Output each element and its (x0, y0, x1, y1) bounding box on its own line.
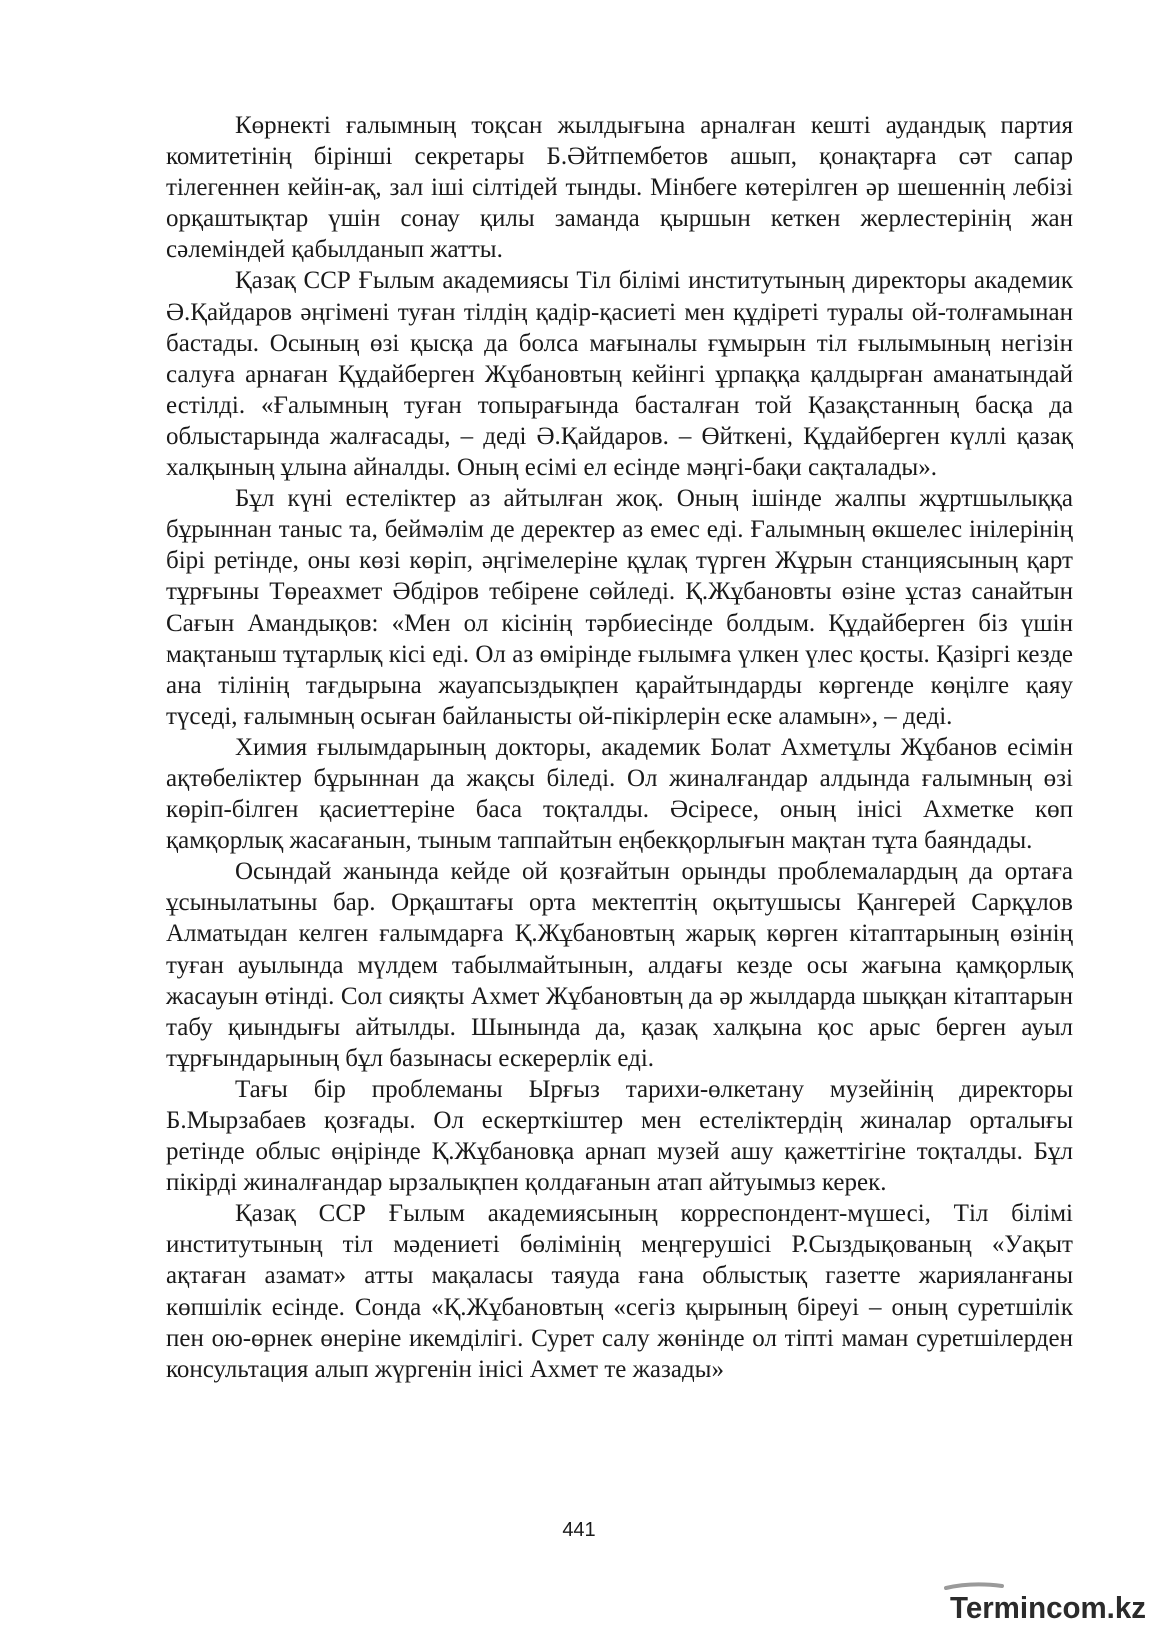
paragraph: Бұл күні естеліктер аз айтылған жоқ. Оның ішінде жалпы жұртшылыққа бұрыннан таныс та, беймәлім де деректер аз емес еді. Ғалымның өкшелес інілерінің бірі ретінде, оны көзі көріп, әңгімелеріне құлақ түрген Жұрын станциясының қарт тұрғыны Төреахмет Әбдіров тебірене сөйледі. Қ.Жұбановты өзіне ұстаз санайтын Сағын Амандықов: «Мен ол кісінің тәрбиесінде болдым. Құдайберген біз үшін мақтаныш тұтарлық кісі еді. Ол аз өмірінде ғылымға үлкен үлес қосты. Қазіргі кезде ана тілінің тағдырына жауапсыздықпен қарайтындарды көргенде көңілге қаяу түседі, ғалымның осыған байланысты ой-пікірлерін еске аламын», – деді. (166, 485, 1073, 730)
page-number: 441 (562, 1519, 596, 1541)
paragraph: Қазақ ССР Ғылым академиясының корреспондент-мүшесі, Тіл білімі институтының тіл мәдениеті бөлімінің меңгерушісі Р.Сыздықованың «Уақыт ақтаған азамат» атты мақаласы таяуда ғана облыстық газетте жарияланғаны көпшілік есінде. Сонда «Қ.Жұбановтың «сегіз қырының біреуі – оның суретшілік пен ою-өрнек өнеріне икемділігі. Сурет салу жөнінде ол тіпті маман суретшілерден консультация алып жүргенін інісі Ахмет те жазады» (166, 1200, 1073, 1383)
paragraph: Тағы бір проблеманы Ырғыз тарихи-өлкетану музейінің директоры Б.Мырзабаев қозғады. Ол ескерткіштер мен естеліктердің жиналар орталығы ретінде облыс өңірінде Қ.Жұбановқа арнап музей ашу қажеттігіне тоқталды. Бұл пікірді жиналғандар ырзалықпен қолдағанын атап айтуымыз керек. (166, 1075, 1073, 1197)
paragraph: Осындай жанында кейде ой қозғайтын орынды проблемалардың да ортаға ұсынылатыны бар. Орқаштағы орта мектептің оқытушысы Қангерей Сарқұлов Алматыдан келген ғалымдарға Қ.Жұбановтың жарық көрген кітаптарының өзінің туған ауылында мүлдем табылмайтынын, алдағы кезде осы жағына қамқорлық жасауын өтінді. Сол сияқты Ахмет Жұбановтың да әр жылдарда шыққан кітаптарын табу қиындығы айтылды. Шынында да, қазақ халқына қос арыс берген ауыл тұрғындарының бұл базынасы ескерерлік еді. (166, 858, 1073, 1072)
watermark-text: Termincom.kz (950, 1590, 1146, 1625)
logo-t-swash-icon (946, 1584, 1002, 1588)
paragraph: Химия ғылымдарының докторы, академик Болат Ахметұлы Жұбанов есімін ақтөбеліктер бұрыннан да жақсы біледі. Ол жиналғандар алдында ғалымның өзі көріп-білген қасиеттеріне баса тоқталды. Әсіресе, оның інісі Ахметке көп қамқорлық жасағанын, тыным таппайтын еңбекқорлығын мақтан тұта баяндады. (166, 733, 1073, 855)
body-text (166, 110, 1073, 1385)
termincom-logo (942, 1578, 1152, 1628)
paragraph: Көрнекті ғалымның тоқсан жылдығына арналған кешті аудандық партия комитетінің бірінші секретары Б.Әйтпембетов ашып, қонақтарға сәт сапар тілегеннен кейін-ақ, зал іші сілтідей тынды. Мінбеге көтерілген әр шешеннің лебізі орқаштықтар үшін сонау қилы заманда қыршын кеткен жерлестерінің жан сәлеміндей қабылданып жатты. (166, 112, 1073, 264)
paragraph: Қазақ ССР Ғылым академиясы Тіл білімі институтының директоры академик Ә.Қайдаров әңгімені туған тілдің қадір-қасиеті мен құдіреті туралы ой-толғамынан бастады. Осының өзі қысқа да болса мағыналы ғұмырын тіл ғылымының негізін салуға арнаған Құдайберген Жұбановтың кейінгі ұрпаққа қалдырған аманатындай естілді. «Ғалымның туған топырағында басталған той Қазақстанның басқа да облыстарында жалғасады, – деді Ә.Қайдаров. – Өйткені, Құдайберген күллі қазақ халқының ұлына айналды. Оның есімі ел есінде мәңгі-бақи сақталады». (166, 267, 1073, 482)
